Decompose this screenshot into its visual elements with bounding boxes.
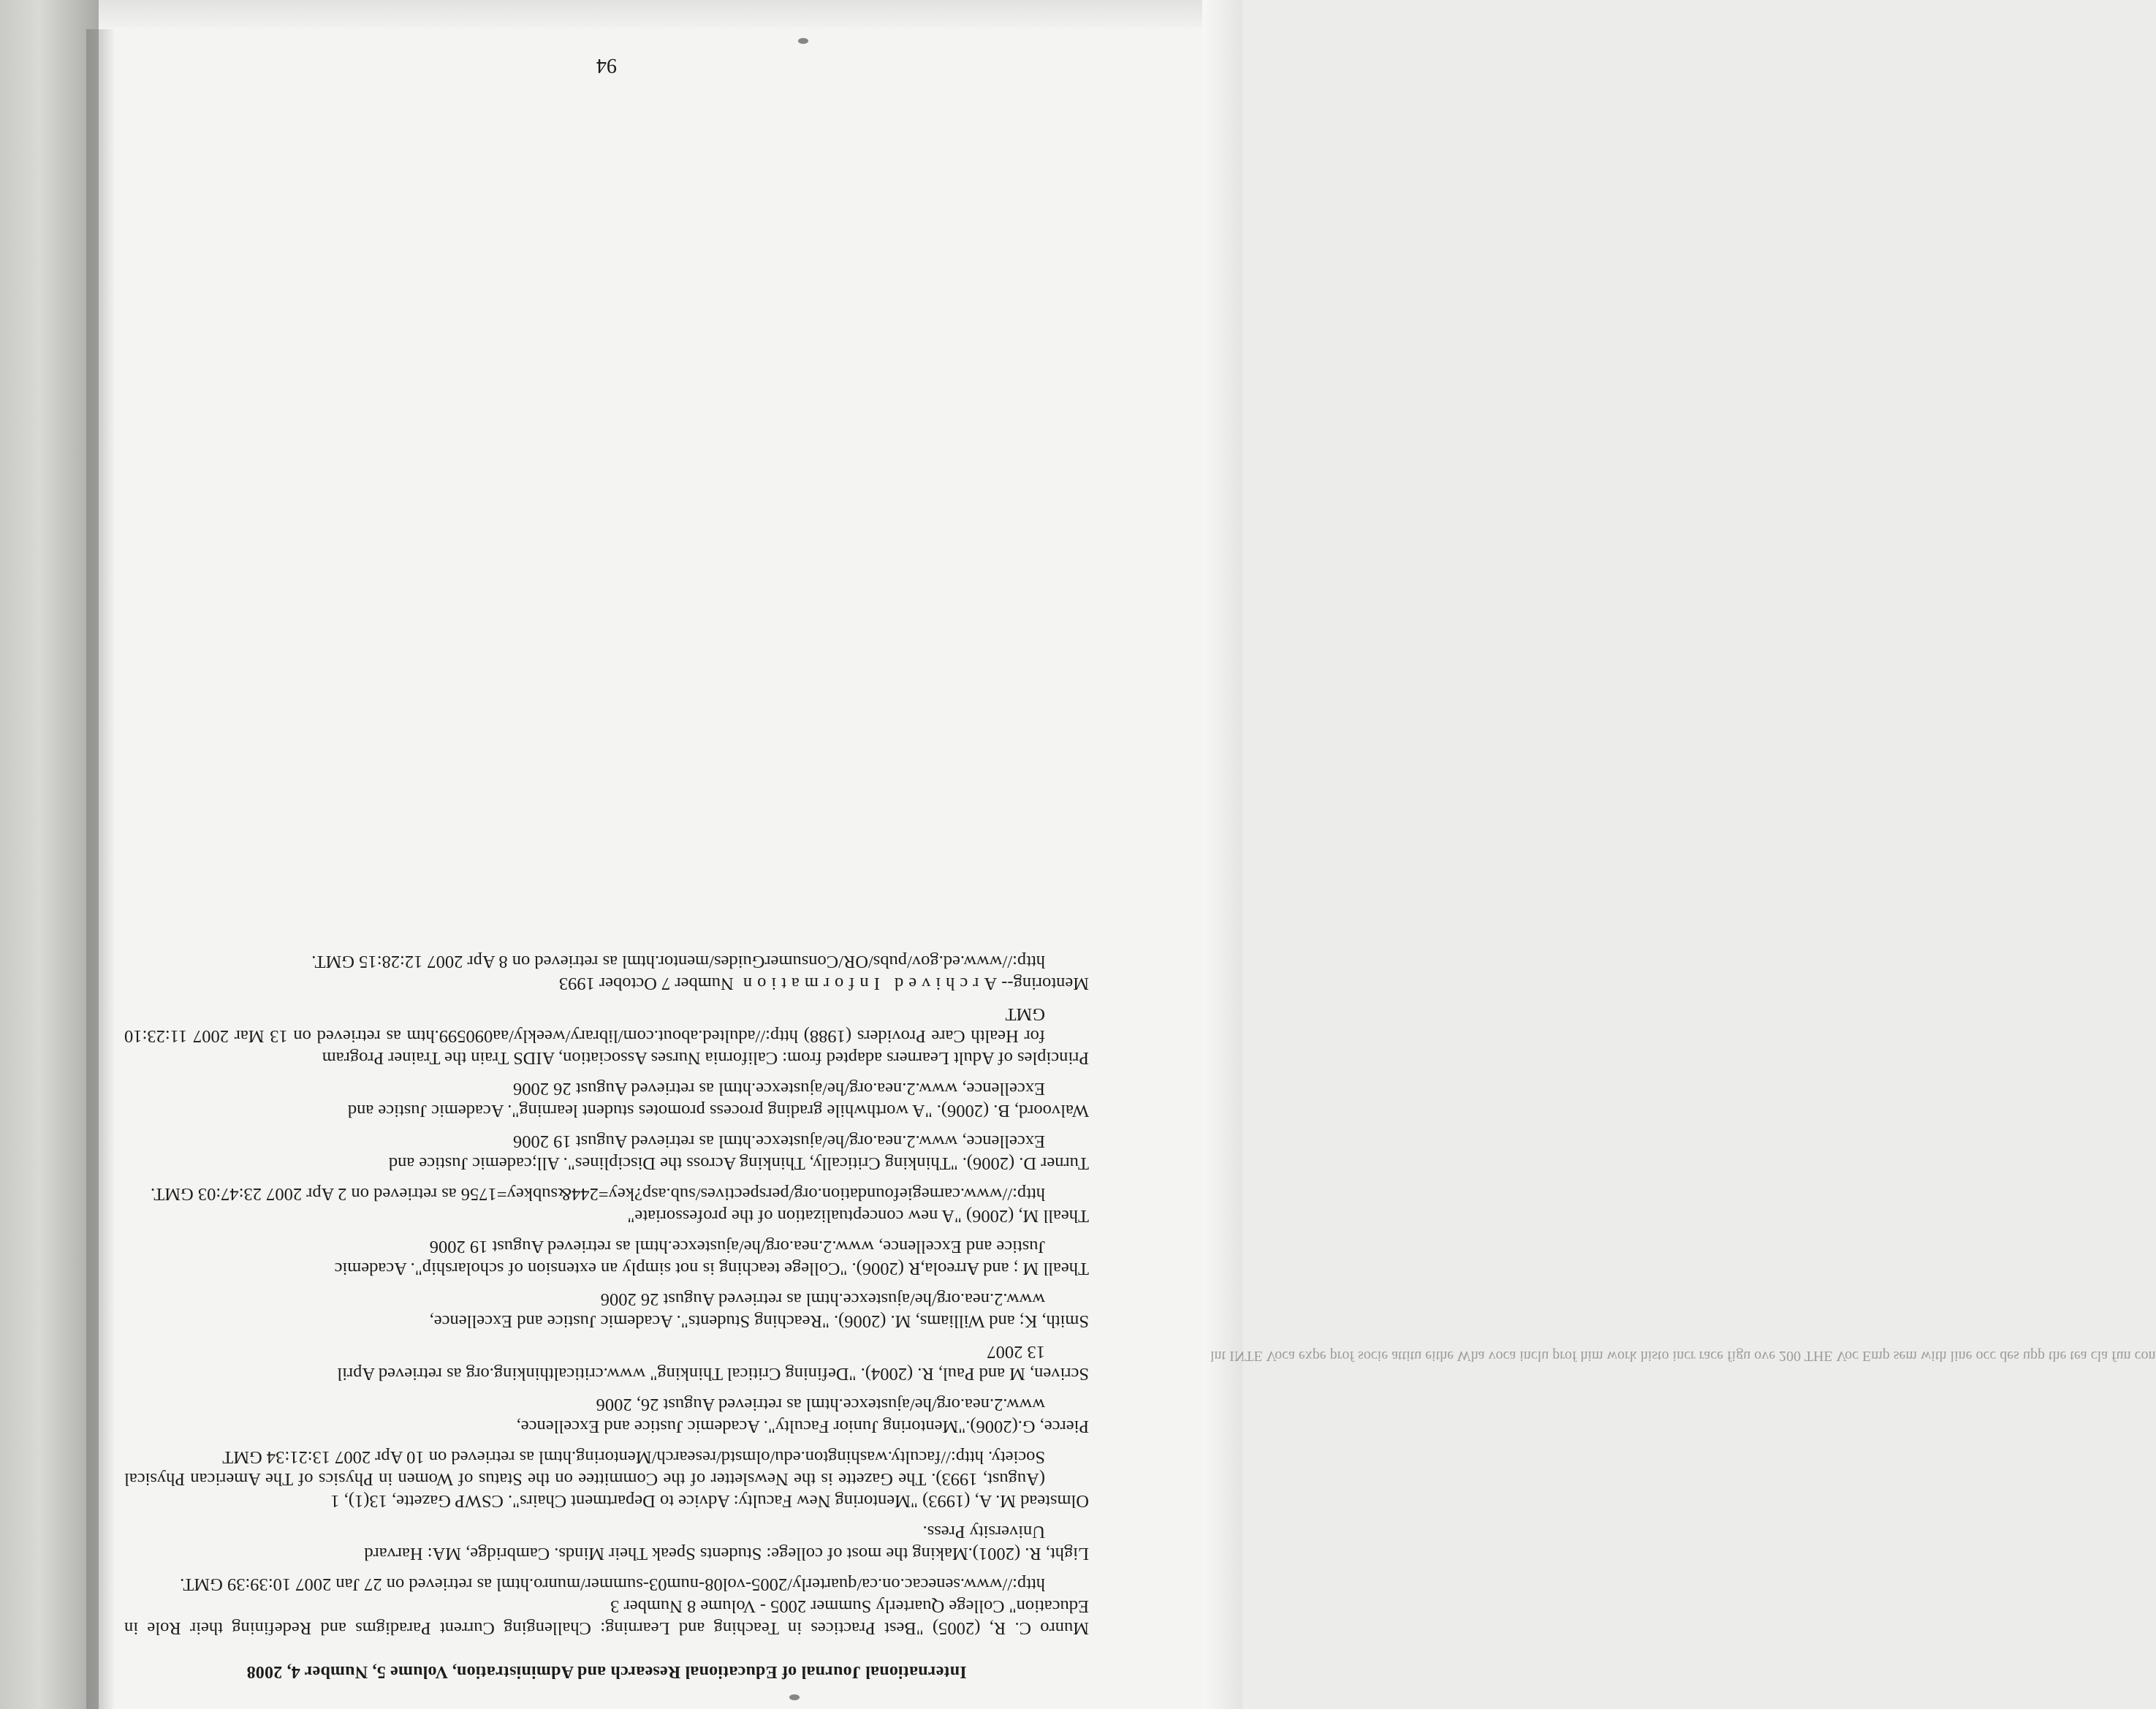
reference-continuation: http://www.carnegiefoundation.org/perspectives/sub.asp?key=244&subkey=1756 as retrieved on 2 Apr 2007 23:47:03 GMT. <box>150 1184 1045 1204</box>
journal-header: International Journal of Educational Research and Administration, Volume 5, Number 4, 2008 <box>246 1662 967 1681</box>
reference-continuation: Excellence, www.2.nea.org/he/ajustexce.html as retrieved August 19 2006 <box>513 1132 1045 1151</box>
reference-list <box>124 941 1089 1639</box>
reference-text: Theall M ; and Arreola,R (2006). "College teaching is not simply an extension of scholarship". Academic <box>334 1259 1089 1278</box>
reference-continuation: Excellence, www.2.nea.org/he/ajustexce.html as retrieved August 26 2006 <box>513 1079 1045 1099</box>
reference-continuation: Justice and Excellence, www.2.nea.org/he/ajustexce.html as retrieved August 19 2006 <box>429 1237 1045 1257</box>
scan-smudge <box>789 1694 800 1700</box>
reference-item <box>124 1520 1089 1564</box>
reference-text <box>124 972 1089 994</box>
reference-continuation: for Health Care Providers (1988) http://adulted.about.com/library/weekly/aa090599.htm as retrieved on 13 Mar 2007 11:23:10 GMT <box>124 1004 1045 1046</box>
reference-continuation: http://www.senecac.on.ca/quarterly/2005-vol08-num03-summer/munro.html as retrieved on 27 Jan 2007 10:39:39 GMT. <box>180 1575 1045 1594</box>
mentoring-suffix: Number 7 October 1993 <box>558 974 734 993</box>
reference-item <box>124 1288 1089 1332</box>
reference-continuation: www.2.nea.org/he/ajustexce.html as retrieved August 26, 2006 <box>596 1395 1045 1414</box>
reference-text: Theall M, (2006) "A new conceptualization of the professoriate" <box>627 1206 1089 1226</box>
reference-item <box>124 1573 1089 1639</box>
mentoring-prefix: Mentoring-- <box>997 974 1089 993</box>
top-edge-shadow <box>0 0 1242 28</box>
reference-text: Pierce, G.(2006)."Mentoring Junior Faculty". Academic Justice and Excellence, <box>516 1417 1089 1436</box>
reference-item <box>124 1446 1089 1512</box>
reference-text: Walvoord, B. (2006). "A worthwhile grading process promotes student learning". Academic Justice and <box>347 1101 1089 1121</box>
reference-text: Scriven, M and Paul, R. (2004). "Defining Critical Thinking" www.criticalthinking.org as retrieved April <box>337 1364 1089 1384</box>
reference-item <box>124 1341 1089 1384</box>
reference-continuation: 13 2007 <box>987 1342 1045 1362</box>
binding-spine-shadow <box>0 0 99 1709</box>
reference-continuation: http://www.ed.gov/pubs/OR/ConsumerGuides/mentor.html as retrieved on 8 Apr 2007 12:28:15 GMT. <box>311 952 1045 971</box>
reference-item <box>124 1183 1089 1227</box>
reference-text: Munro C. R, (2005) "Best Practices in Teaching and Learning: Challenging Current Paradigms and Redefining their Role in Education" College Quarterly Summer 2005 - Volume 8 Number 3 <box>124 1596 1089 1638</box>
reference-text: Smith, K; and Williams, M. (2006). "Reaching Students". Academic Justice and Excellence, <box>429 1311 1089 1331</box>
binding-edge-gradient <box>86 29 115 1709</box>
reference-text: Light, R. (2001).Making the most of college: Students Speak Their Minds. Cambridge, MA: Harvard <box>364 1544 1089 1564</box>
reference-item <box>124 1003 1089 1069</box>
journal-page-rotated <box>124 44 1089 1681</box>
reference-item-mentoring <box>124 950 1089 994</box>
reference-text: Olmstead M. A, (1993) "Mentoring New Faculty: Advice to Department Chairs". CSWP Gazette, 13(1), 1 <box>330 1491 1089 1511</box>
facing-page-bleedthrough: lnt INTE Voca expe prof socie attitu eithe Wha voca inclu prof him work histo incr race figu ove 200 THE Voc Emp sem with line occ des upp the tea cla fun con <box>1210 1348 2156 1364</box>
archived-information-spaced: Archived Information <box>737 974 998 993</box>
reference-item <box>124 1077 1089 1121</box>
page-number: 94 <box>596 54 617 77</box>
reference-text: Turner D. (2006). "Thinking Critically, Thinking Across the Disciplines". All;cademic Justice and <box>388 1153 1089 1173</box>
reference-continuation: (August, 1993). The Gazette is the Newsletter of the Committee on the Status of Women in Physics of The American Physical Society. http://faculty.washington.edu/olmstd/research/Mentoring.html as retrieved on 10 Apr 2007 13:21:34 GMT <box>124 1447 1045 1489</box>
scan-smudge <box>798 38 808 44</box>
reference-item <box>124 1235 1089 1279</box>
reference-item <box>124 1393 1089 1437</box>
reference-item <box>124 1130 1089 1174</box>
reference-text: Principles of Adult Learners adapted from: California Nurses Association, AIDS Train the Trainer Program <box>322 1048 1089 1068</box>
reference-continuation: University Press. <box>922 1522 1045 1542</box>
reference-continuation: www.2.nea.org/he/ajustexce.html as retrieved August 26 2006 <box>600 1289 1045 1309</box>
